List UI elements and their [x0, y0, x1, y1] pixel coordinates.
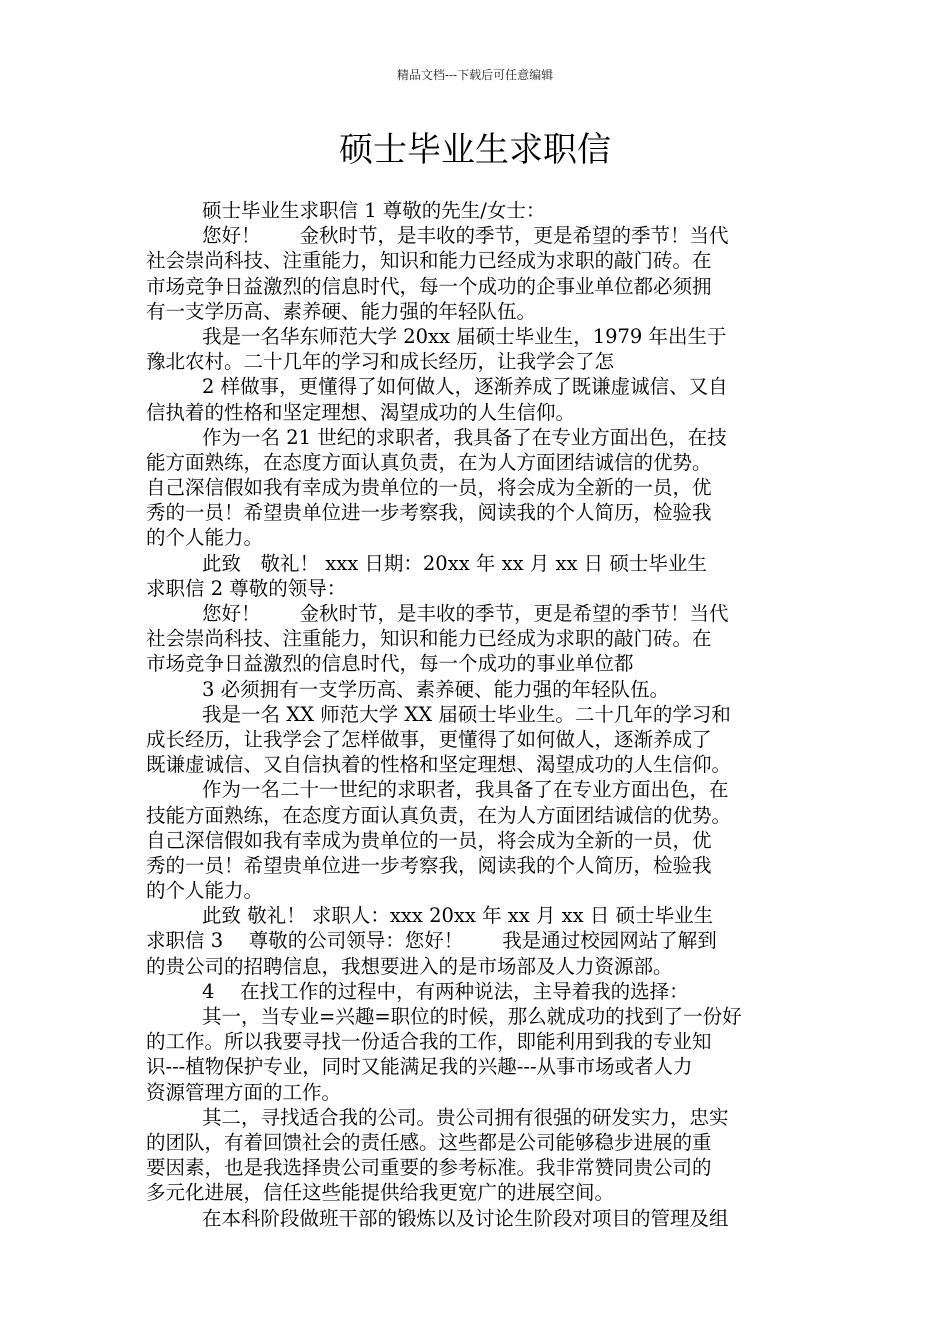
body-line: 要因素，也是我选择贵公司重要的参考标准。我非常赞同贵公司的: [146, 1156, 712, 1180]
body-line: 求职信 3 尊敬的公司领导：您好！ 我是通过校园网站了解到: [146, 929, 717, 953]
body-line: 技能方面熟练，在态度方面认真负责，在为人方面团结诚信的优势。: [146, 803, 732, 827]
page-header-note: 精品文档---下载后可任意编辑: [396, 68, 554, 82]
document-body: [146, 198, 806, 1231]
body-line: 您好！ 金秋时节，是丰收的季节，更是希望的季节！当代: [202, 602, 729, 625]
body-line: 2 样做事，更懂得了如何做人，逐渐养成了既谦虚诚信、又自: [202, 375, 728, 399]
body-line: 自己深信假如我有幸成为贵单位的一员，将会成为全新的一员，优: [146, 828, 712, 852]
body-line: 秀的一员！希望贵单位进一步考察我，阅读我的个人简历，检验我: [146, 853, 712, 877]
body-line: 此致 敬礼！ 求职人：xxx 20xx 年 xx 月 xx 日 硕士毕业生: [202, 904, 714, 928]
body-line: 作为一名 21 世纪的求职者，我具备了在专业方面出色，在技: [202, 425, 727, 449]
body-line: 其一，当专业=兴趣=职位的时候，那么就成功的找到了一份好: [202, 1005, 742, 1028]
body-line: 我是一名 XX 师范大学 XX 届硕士毕业生。二十几年的学习和: [202, 702, 731, 726]
body-line: 此致 敬礼！ xxx 日期：20xx 年 xx 月 xx 日 硕士毕业生: [202, 551, 707, 575]
body-line: 的个人能力。: [146, 879, 264, 903]
body-line: 自己深信假如我有幸成为贵单位的一员，将会成为全新的一员，优: [146, 476, 712, 500]
body-line: 多元化进展，信任这些能提供给我更宽广的进展空间。: [146, 1181, 615, 1205]
body-line: 3 必须拥有一支学历高、素养硬、能力强的年轻队伍。: [202, 677, 670, 701]
body-line: 求职信 2 尊敬的领导：: [146, 576, 347, 600]
body-line: 成长经历，让我学会了怎样做事，更懂得了如何做人，逐渐养成了: [146, 727, 712, 751]
body-line: 您好！ 金秋时节，是丰收的季节，更是希望的季节！当代: [202, 224, 729, 248]
document-title: 硕士毕业生求职信: [339, 130, 611, 170]
body-line: 的个人能力。: [146, 526, 264, 550]
body-line: 的贵公司的招聘信息，我想要进入的是市场部及人力资源部。: [146, 954, 673, 978]
body-line: 4 在找工作的过程中，有两种说法，主导着我的选择：: [202, 979, 689, 1003]
body-line: 信执着的性格和坚定理想、渴望成功的人生信仰。: [146, 400, 576, 424]
body-line: 硕士毕业生求职信 1 尊敬的先生/女士：: [202, 199, 546, 222]
body-line: 既谦虚诚信、又自信执着的性格和坚定理想、渴望成功的人生信仰。: [146, 753, 732, 777]
body-line: 社会崇尚科技、注重能力，知识和能力已经成为求职的敲门砖。在: [146, 249, 712, 273]
body-line: 识---植物保护专业，同时又能满足我的兴趣---从事市场或者人力: [146, 1055, 693, 1079]
body-line: 市场竞争日益激烈的信息时代，每一个成功的事业单位都: [146, 652, 634, 676]
body-line: 资源管理方面的工作。: [146, 1080, 342, 1104]
body-line: 秀的一员！希望贵单位进一步考察我，阅读我的个人简历，检验我: [146, 501, 712, 525]
body-line: 社会崇尚科技、注重能力，知识和能力已经成为求职的敲门砖。在: [146, 627, 712, 651]
body-line: 的团队，有着回馈社会的责任感。这些都是公司能够稳步进展的重: [146, 1130, 712, 1154]
body-line: 豫北农村。二十几年的学习和成长经历，让我学会了怎: [146, 350, 615, 374]
body-line: 能方面熟练，在态度方面认真负责，在为人方面团结诚信的优势。: [146, 450, 712, 474]
body-line: 在本科阶段做班干部的锻炼以及讨论生阶段对项目的管理及组: [202, 1206, 729, 1230]
body-line: 我是一名华东师范大学 20xx 届硕士毕业生，1979 年出生于: [202, 324, 727, 348]
body-line: 作为一名二十一世纪的求职者，我具备了在专业方面出色，在: [202, 778, 729, 802]
body-line: 市场竞争日益激烈的信息时代，每一个成功的企事业单位都必须拥: [146, 274, 712, 298]
body-line: 其二，寻找适合我的公司。贵公司拥有很强的研发实力，忠实: [202, 1105, 729, 1129]
body-line: 有一支学历高、素养硬、能力强的年轻队伍。: [146, 299, 537, 323]
body-line: 的工作。所以我要寻找一份适合我的工作，即能利用到我的专业知: [146, 1030, 712, 1054]
